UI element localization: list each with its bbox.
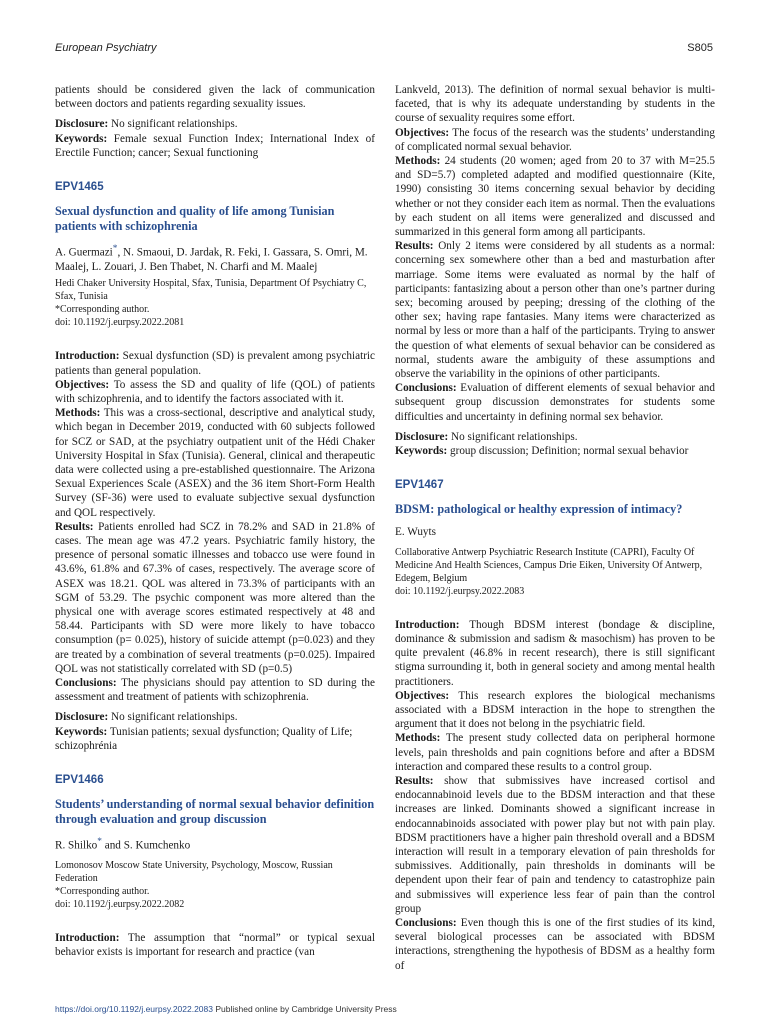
objectives-text: This research explores the biological mechanisms associated with a BDSM interaction in the hope to strengthen the argument that it does not belong in the psychiatric field. (395, 689, 715, 731)
objectives-text: To assess the SD and quality of life (QOL) of patients with schizophrenia, and to identify the factors associated with it. (55, 378, 375, 405)
footer-doi-link[interactable]: https://doi.org/10.1192/j.eurpsy.2022.2083 (55, 1004, 213, 1014)
methods-text: 24 students (20 women; aged from 20 to 37 with M=25.5 and SD=5.7) completed adapted and modified questionnaire (Kite, 1990) consisting 30 items concerning sexual behavior by deciding whether or not they consider each item as normal. Then the evaluations by each student on all items were generalized and discussed and summarized in this general form among all participants. (395, 155, 716, 239)
results-text: show that submissives have increased cortisol and endocannabinoid levels due to the BDSM interaction and that these increases are linked. Dominants showed a significant increase in endocannabinoids associated with power play but not with pain play. BDSM practitioners have a higher pain threshold overall and a BDSM interaction will result in a temporary elevation of pain thresholds for submissives. Additionally, pain thresholds in dominants will be dependent upon their fear of pain and tendency to catastrophize pain and submissives will experience less fear of pain than the control group (395, 774, 715, 915)
conclusions-text: Evaluation of different elements of sexual behavior and subsequent group discussion demonstrates for students some difficulties and uncertainty in defining normal sex behavior. (395, 382, 715, 423)
author-list (55, 242, 375, 274)
continued-text: Lankveld, 2013). The definition of normal sexual behavior is multi-faceted, that is why its adequate understanding by students in the course of sexuality requires some effort. (395, 84, 715, 125)
methods (55, 406, 375, 520)
abstract-title: Sexual dysfunction and quality of life among Tunisian patients with schizophrenia (55, 204, 335, 234)
disclosure-label: Disclosure: (55, 118, 109, 131)
corresponding-author: *Corresponding author. (55, 886, 150, 898)
conclusions-text: Even though this is one of the first studies of its kind, several biological processes can be associated with BDSM interactions, strengthening the hypothesis of BDSM as a healthy form of (395, 916, 715, 972)
introduction-label: Introduction: (55, 932, 120, 945)
doi[interactable]: doi: 10.1192/j.eurpsy.2022.2083 (395, 585, 525, 597)
conclusions (395, 381, 715, 424)
abstract-epv1467 (395, 478, 715, 972)
keywords (395, 444, 715, 458)
journal-name: European Psychiatry (55, 42, 157, 54)
keywords (55, 725, 375, 753)
objectives (395, 689, 715, 732)
objectives (55, 378, 375, 406)
abstract-epv1466 (55, 773, 375, 960)
doi[interactable]: doi: 10.1192/j.eurpsy.2022.2082 (55, 899, 185, 911)
first-author: R. Shilko (55, 839, 98, 852)
keywords-text: group discussion; Definition; normal sexual behavior (450, 445, 689, 458)
introduction-label: Introduction: (395, 618, 460, 631)
keywords-text: Female sexual Function Index; International Index of Erectile Function; cancer; Sexual functioning (55, 132, 375, 159)
keywords-text: Tunisian patients; sexual dysfunction; Quality of Life; schizophrénia (55, 725, 353, 752)
results-label: Results: (55, 520, 94, 533)
footer-published: Published online by Cambridge University Press (213, 1004, 397, 1014)
abstract-id: EPV1466 (55, 774, 104, 787)
methods (395, 154, 715, 239)
right-column (395, 83, 715, 973)
other-authors: , N. Smaoui, D. Jardak, R. Feki, I. Gassara, S. Omri, M. Maalej, L. Zouari, J. Ben Thabet, N. Charfi and M. Maalej (55, 246, 368, 274)
conclusions-label: Conclusions: (55, 677, 117, 690)
running-head (55, 42, 713, 58)
methods (395, 731, 715, 774)
page-footer (55, 1004, 397, 1014)
methods-label: Methods: (395, 155, 441, 168)
keywords-label: Keywords: (55, 725, 108, 738)
affiliation: Hedi Chaker University Hospital, Sfax, Tunisia, Department Of Psychiatry C, Sfax, Tunisia (55, 278, 367, 303)
conclusions (55, 676, 375, 704)
doi[interactable]: doi: 10.1192/j.eurpsy.2022.2081 (55, 317, 185, 329)
conclusions-label: Conclusions: (395, 382, 457, 395)
results-text: Patients enrolled had SCZ in 78.2% and SAD in 21.8% of cases. The mean age was 47.2 years. Psychiatric family history, the presence of personal somatic illnesses and tobacco use were found in 43.6%, 61.8% and 67.3% of cases, respectively. The average score of ASEX was 18.21. QOL was altered in 73.3% of participants with an SGM of 53.29. The psychic component was more altered than the physical one with average scores estimated respectively at 48 and 58.44. Participants with SD were more likely to have tobacco consumption (p= 0.025), history of suicide attempt (p=0.023) and they are treated by a combination of several treatments (p=0.025). Impaired QOL was not statistically correlated with SD (p=0.5) (55, 520, 375, 675)
objectives-label: Objectives: (395, 689, 450, 702)
affiliation: Collaborative Antwerp Psychiatric Research Institute (CAPRI), Faculty Of Medicine And Health Sciences, Campus Drie Eiken, University Of Antwerp, Edegem, Belgium (395, 546, 703, 584)
results-label: Results: (395, 240, 434, 253)
introduction-text: Sexual dysfunction (SD) is prevalent among psychiatric patients than general population. (55, 350, 376, 377)
methods-label: Methods: (395, 732, 441, 745)
conclusions (395, 916, 715, 973)
methods-text: The present study collected data on peripheral hormone levels, pain thresholds and pain cognitions before and after a BDSM interaction and compared these results to a control group. (395, 732, 715, 773)
disclosure-text: No significant relationships. (451, 430, 578, 443)
disclosure-label: Disclosure: (55, 711, 109, 724)
abstract-title: Students’ understanding of normal sexual behavior definition through evaluation and group discussion (55, 797, 375, 827)
conclusions-label: Conclusions: (395, 916, 457, 929)
abstract-id: EPV1465 (55, 181, 104, 194)
abstract-title: BDSM: pathological or healthy expression of intimacy? (395, 502, 683, 517)
disclosure-label: Disclosure: (395, 430, 449, 443)
disclosure (395, 430, 715, 444)
disclosure-text: No significant relationships. (111, 711, 238, 724)
author-list (55, 835, 375, 853)
introduction-label: Introduction: (55, 350, 120, 363)
left-column (55, 83, 375, 960)
introduction-text: Though BDSM interest (bondage & discipline, dominance & submission and sadism & masochism) has proven to be quite prevalent (46.8% in recent research), there is still significant stigma surrounding it, both in general society and among mental health practitioners. (395, 618, 715, 688)
author-list: E. Wuyts (395, 526, 436, 539)
conclusions-text: The physicians should pay attention to SD during the assessment and treatment of patients with schizophrenia. (55, 677, 375, 704)
keywords-label: Keywords: (395, 445, 448, 458)
objectives-label: Objectives: (55, 378, 110, 391)
continued-keywords (55, 132, 375, 160)
introduction (55, 931, 375, 959)
methods-text: This was a cross-sectional, descriptive and analytical study, which began in December 2019, conducted with 60 subjects followed for SCZ or SAD, at the psychiatry outpatient unit of the Hédi Chaker University Hospital in Sfax (Tunisia). General, clinical and therapeutic data were collected using a pre-established questionnaire. The Arizona Sexual Experiences Scale (ASEX) and the 36 item Short-Form Health Survey (SF-36) were used to evaluate subjective sexual dysfunction and QOL respectively. (55, 407, 375, 519)
objectives-text: The focus of the research was the students’ understanding of complicated normal sexual behavior. (395, 126, 715, 153)
introduction (55, 349, 375, 377)
results (395, 239, 715, 381)
first-author: A. Guermazi (55, 246, 113, 259)
results-text: Only 2 items were considered by all students as a normal: concerning sex somewhere other than a bed and masturbation after marriage. Some items were evaluated as normal by the half of participants: fantasizing about a person other than one’s partner during sex; becoming aroused by peeping; dressing of the clothing of the other sex; having rape fantasies. Many items were characterized as normal by less or more than a half of the participants. Trying to answer the question of what elements of sexual behavior can be considered as normal, students aware the ambiguity of these assumptions and observe the variability in the opinions of other participants. (395, 240, 716, 381)
continued-disclosure (55, 117, 375, 131)
disclosure (55, 710, 375, 724)
disclosure-text: No significant relationships. (111, 118, 238, 131)
introduction-text: The assumption that “normal” or typical sexual behavior exists is important for research and practice (van (55, 932, 375, 959)
methods-label: Methods: (55, 407, 101, 420)
corresponding-author: *Corresponding author. (55, 304, 150, 316)
abstract-id: EPV1467 (395, 479, 444, 492)
page-number: S805 (687, 42, 713, 54)
objectives (395, 126, 715, 154)
objectives-label: Objectives: (395, 126, 450, 139)
introduction (395, 618, 715, 689)
keywords-label: Keywords: (55, 132, 108, 145)
abstract-epv1465 (55, 180, 375, 753)
results (55, 520, 375, 676)
results-label: Results: (395, 774, 434, 787)
continued-text: patients should be considered given the lack of communication between doctors and patients regarding sexuality issues. (55, 84, 375, 111)
affiliation: Lomonosov Moscow State University, Psychology, Moscow, Russian Federation (55, 860, 333, 885)
corresponding-star: * (112, 244, 118, 255)
other-authors: and S. Kumchenko (101, 839, 191, 852)
corresponding-star: * (97, 837, 102, 848)
results (395, 774, 715, 916)
